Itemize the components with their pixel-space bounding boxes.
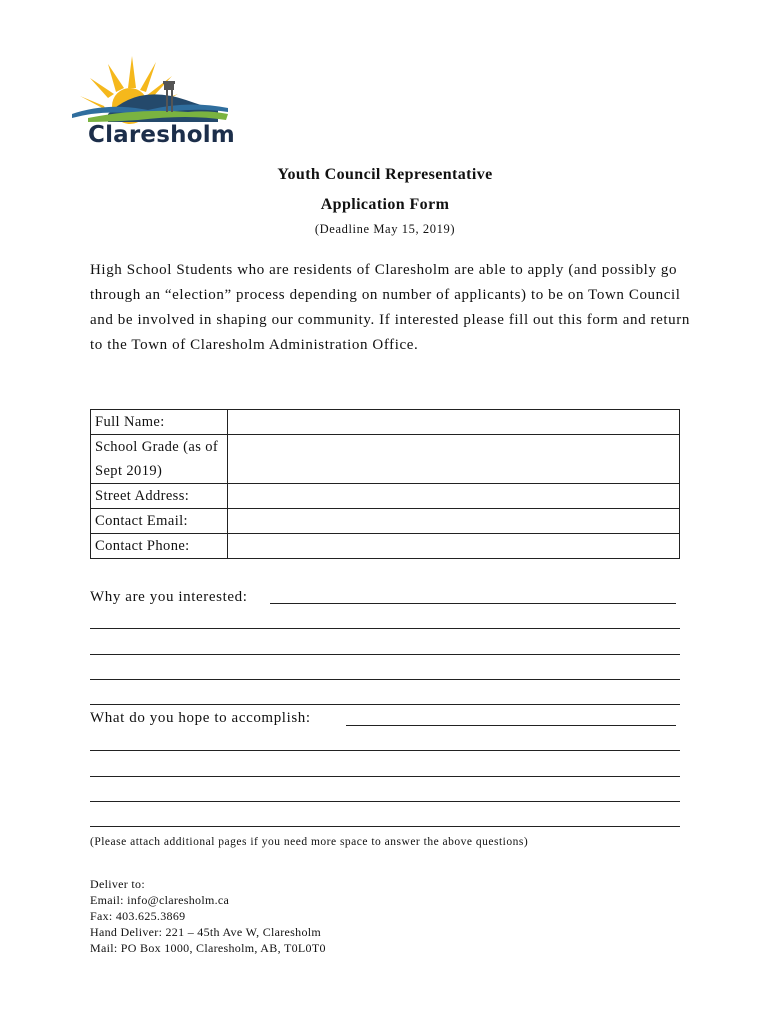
deliver-fax: Fax: 403.625.3869 xyxy=(90,909,186,923)
claresholm-logo xyxy=(68,48,238,153)
intro-paragraph: High School Students who are residents of Claresholm are able to apply (and possibly go through an “election” process depending on number of applicants) to be on Town Council and be involved in shaping our community. If interested please fill out this form and return to the Town of Claresholm Administration Office. xyxy=(90,262,690,353)
full-name-label: Full Name: xyxy=(91,410,228,435)
deliver-heading: Deliver to: xyxy=(90,877,145,891)
full-name-field[interactable] xyxy=(228,410,680,435)
why-interested-line[interactable] xyxy=(270,603,676,604)
hope-to-accomplish-label: What do you hope to accomplish: xyxy=(90,710,311,726)
school-grade-field[interactable] xyxy=(228,435,680,484)
why-interested-line[interactable] xyxy=(90,654,680,655)
school-grade-label: School Grade (as of Sept 2019) xyxy=(91,435,228,484)
hope-to-accomplish-line[interactable] xyxy=(90,801,680,802)
deliver-email: Email: info@claresholm.ca xyxy=(90,893,230,907)
delivery-info xyxy=(90,876,326,956)
table-row xyxy=(91,534,680,559)
why-interested-line[interactable] xyxy=(90,704,680,705)
hope-to-accomplish-line[interactable] xyxy=(346,725,676,726)
why-interested-line[interactable] xyxy=(90,679,680,680)
hope-to-accomplish-line[interactable] xyxy=(90,750,680,751)
hope-to-accomplish-line[interactable] xyxy=(90,826,680,827)
applicant-info-table xyxy=(90,409,680,559)
contact-email-label: Contact Email: xyxy=(91,509,228,534)
logo-wordmark: Claresholm xyxy=(88,122,235,148)
table-row xyxy=(91,435,680,484)
attachment-note: (Please attach additional pages if you need more space to answer the above questions) xyxy=(90,836,529,848)
deliver-mail: Mail: PO Box 1000, Claresholm, AB, T0L0T0 xyxy=(90,941,326,955)
why-interested-line[interactable] xyxy=(90,628,680,629)
sun-hills-water-tower-icon xyxy=(68,48,238,128)
street-address-label: Street Address: xyxy=(91,484,228,509)
contact-email-field[interactable] xyxy=(228,509,680,534)
deliver-hand: Hand Deliver: 221 – 45th Ave W, Claresholm xyxy=(90,925,322,939)
street-address-field[interactable] xyxy=(228,484,680,509)
table-row xyxy=(91,484,680,509)
why-interested-label: Why are you interested: xyxy=(90,589,248,605)
page-subtitle: Application Form xyxy=(320,196,450,213)
table-row xyxy=(91,410,680,435)
deadline-text: (Deadline May 15, 2019) xyxy=(314,222,456,236)
hope-to-accomplish-line[interactable] xyxy=(90,776,680,777)
page-title: Youth Council Representative xyxy=(277,166,493,183)
contact-phone-field[interactable] xyxy=(228,534,680,559)
table-row xyxy=(91,509,680,534)
contact-phone-label: Contact Phone: xyxy=(91,534,228,559)
